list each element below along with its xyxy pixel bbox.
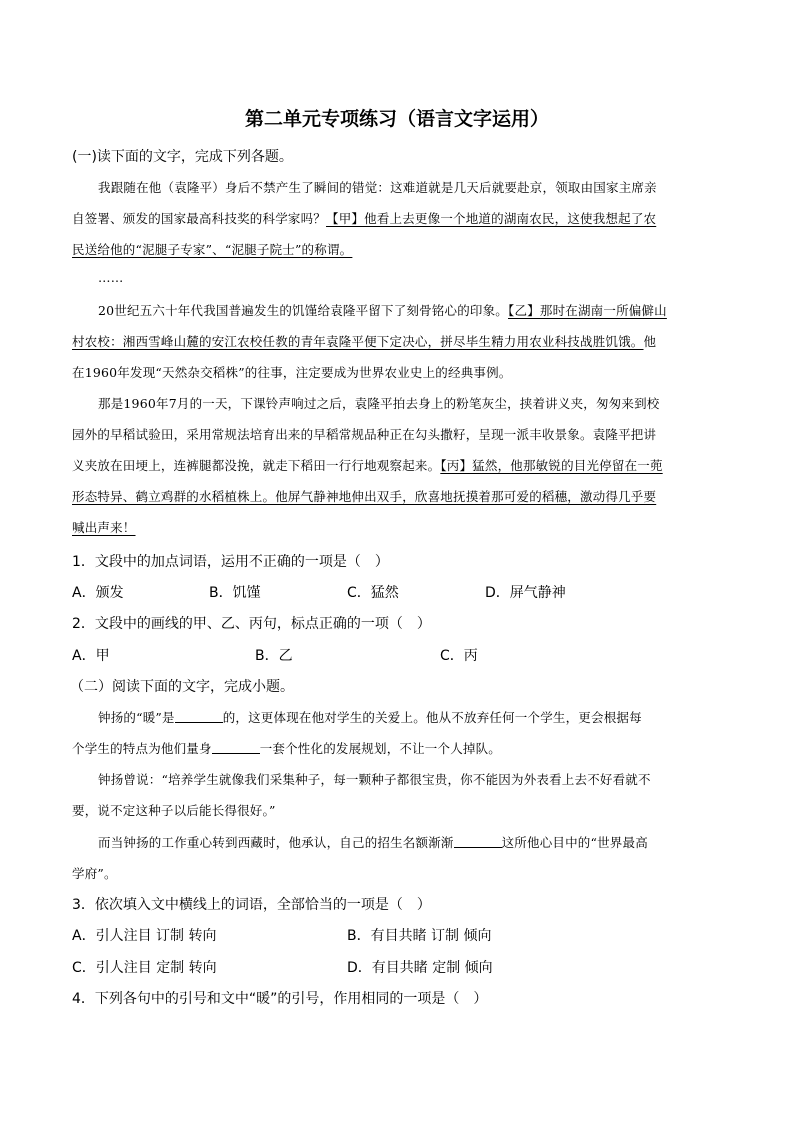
passage-text: 个学生的特点为他们量身: [72, 741, 212, 756]
option-c[interactable]: C．猛然: [347, 585, 399, 601]
option-b[interactable]: B．乙: [255, 648, 293, 664]
option-d[interactable]: D．屏气静神: [485, 585, 566, 601]
option-c[interactable]: C．丙: [440, 648, 478, 664]
underlined-sentence-bing: 【丙】猛然，他那敏锐的目光停留在一蔸: [440, 458, 663, 473]
passage-line: [72, 487, 656, 505]
passage-line: [98, 708, 642, 726]
passage-text: 20世纪五六十年代我国普遍发生的饥馑给袁隆平留下了刻骨铭心的印象。: [98, 303, 509, 318]
fill-blank-2[interactable]: [212, 741, 260, 754]
passage-line: 那是1960年7月的一天，下课铃声响过之后，袁隆平拍去身上的粉笔灰尘，挟着讲义夹，匆匆来到校: [98, 396, 660, 411]
passage-text: 自签署、颁发的国家最高科技奖的科学家吗？: [72, 211, 327, 226]
fill-blank-1[interactable]: [175, 710, 223, 723]
passage-text: 他: [643, 334, 657, 349]
passage-text: 义夹放在田埂上，连裤腿都没挽，就走下稻田一行行地观察起来。: [72, 458, 441, 473]
passage-line: 我跟随在他（袁隆平）身后不禁产生了瞬间的错觉：这难道就是几天后就要赴京，领取由国家主席亲: [98, 180, 657, 195]
question-stem: 3．依次填入文中横线上的词语，全部恰当的一项是（ ）: [72, 897, 431, 913]
passage-text: 的，这更体现在他对学生的关爱上。他从不放弃任何一个学生，更会根据每: [222, 710, 642, 725]
underlined-sentence-bing: 形态特异、鹤立鸡群的水稻植株上。他屏气静神地伸出双手，欣喜地抚摸着那可爱的稻穗，激动得几乎要: [72, 489, 657, 504]
section-heading: (一)读下面的文字，完成下列各题。: [72, 149, 293, 165]
underlined-sentence-jia: 民送给他的“泥腿子专家”、“泥腿子院士”的称谓。: [72, 242, 353, 257]
section-heading: （二）阅读下面的文字，完成小题。: [70, 679, 294, 695]
option-d[interactable]: D．有目共睹 定制 倾向: [347, 960, 493, 976]
passage-line: [72, 518, 136, 536]
underlined-sentence-jia: 【甲】他看上去更像一个地道的湖南农民，这使我想起了农: [326, 211, 657, 226]
passage-line: 学府”。: [72, 866, 117, 881]
passage-line: 园外的早稻试验田，采用常规法培育出来的早稻常规品种正在勾头撒籽，呈现一派丰收景象。袁隆平把讲: [72, 427, 657, 442]
fill-blank-3[interactable]: [454, 835, 502, 848]
option-b[interactable]: B．饥馑: [209, 585, 261, 601]
question-stem: 1．文段中的加点词语，运用不正确的一项是（ ）: [72, 554, 389, 570]
passage-text: 一套个性化的发展规划，不让一个人掉队。: [259, 741, 502, 756]
passage-line: 钟扬曾说：“培养学生就像我们采集种子，每一颗种子都很宝贵，你不能因为外表看上去不好看就不: [98, 772, 651, 787]
passage-line: [72, 332, 656, 350]
passage-line: [72, 240, 352, 258]
passage-text: 这所他心目中的“世界最高: [501, 835, 648, 850]
passage-line: [72, 456, 663, 474]
option-a[interactable]: A．甲: [72, 648, 110, 664]
underlined-sentence-yi: 村农校：湘西雪峰山麓的安江农校任教的青年袁隆平便下定决心，拼尽毕生精力用农业科技战胜饥饿。: [72, 334, 644, 349]
passage-line: [98, 833, 648, 851]
passage-text: 钟扬的“暖”是: [98, 710, 175, 725]
page-title: 第二单元专项练习（语言文字运用）: [244, 108, 549, 130]
option-a[interactable]: A．引人注目 订制 转向: [72, 928, 217, 944]
question-stem: 4．下列各句中的引号和文中“暖”的引号，作用相同的一项是（ ）: [72, 991, 488, 1007]
option-a[interactable]: A．颁发: [72, 585, 124, 601]
underlined-sentence-bing: 喊出声来！: [72, 520, 136, 535]
option-c[interactable]: C．引人注目 定制 转向: [72, 960, 217, 976]
underlined-sentence-yi: 【乙】那时在湖南一所偏僻山: [508, 303, 667, 318]
ellipsis: ……: [98, 270, 124, 285]
option-b[interactable]: B．有目共睹 订制 倾向: [347, 928, 492, 944]
passage-line: [72, 739, 501, 757]
passage-text: 而当钟扬的工作重心转到西藏时，他承认，自己的招生名额渐渐: [98, 835, 454, 850]
passage-line: [72, 209, 656, 227]
passage-line: [98, 301, 667, 319]
passage-line: 在1960年发现“天然杂交稻株”的往事，注定要成为世界农业史上的经典事例。: [72, 365, 512, 380]
passage-line: 要，说不定这种子以后能长得很好。”: [72, 803, 276, 818]
question-stem: 2．文段中的画线的甲、乙、丙句，标点正确的一项（ ）: [72, 616, 431, 632]
